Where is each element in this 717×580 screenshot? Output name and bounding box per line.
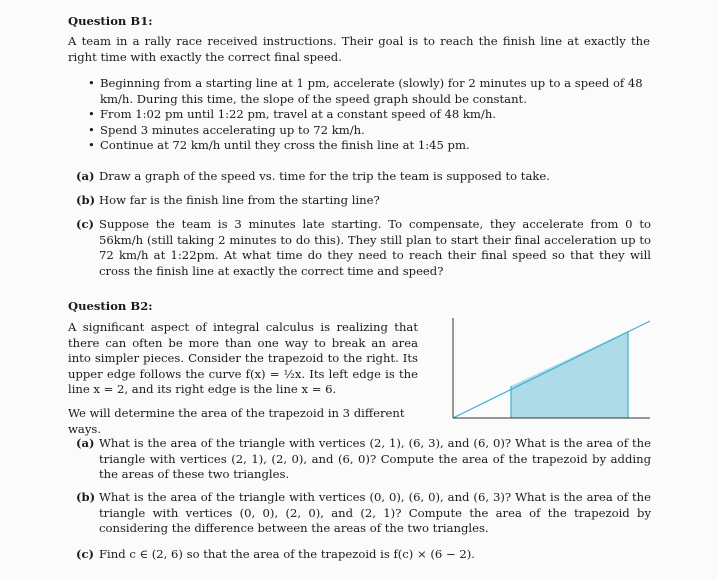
b2-method: We will determine the area of the trapezoid in 3 different ways. <box>68 406 405 436</box>
list-item: • Spend 3 minutes accelerating up to 72 km/h. <box>100 123 651 139</box>
b1-part-a <box>76 169 651 185</box>
part-text: What is the area of the triangle with vertices (0, 0), (6, 0), and (6, 3)? What is the area of the triangle with vertices (0, 0), (2, 0), and (2, 1)? Compute the area of the trapezoid by considering the difference between the areas of the two triangles. <box>99 490 651 536</box>
part-text: How far is the finish line from the starting line? <box>99 193 380 207</box>
b2-intro: A significant aspect of integral calculus is realizing that there can often be more than one way to break an area into simpler pieces. Consider the trapezoid to the right. Its upper edge follows the curve f(x) = ½x. Its left edge is the line x = 2, and its right edge is the line x = 6. <box>68 320 418 397</box>
trapezoid-area <box>511 331 628 418</box>
part-label: (c) <box>76 547 95 561</box>
part-label: (a) <box>76 436 95 450</box>
part-text: What is the area of the triangle with vertices (2, 1), (6, 3), and (6, 0)? What is the area of the triangle with vertices (2, 1), (2, 0), and (6, 0)? Compute the area of the trapezoid by adding the areas of these two triangles. <box>99 436 651 482</box>
part-label: (b) <box>76 193 96 207</box>
b2-title: Question B2: <box>68 299 153 313</box>
b1-intro: A team in a rally race received instructions. Their goal is to reach the finish line at exactly the right time with exactly the correct final speed. <box>68 34 650 64</box>
part-text: Suppose the team is 3 minutes late starting. To compensate, they accelerate from 0 to 56km/h (still taking 2 minutes to do this). They still plan to start their final acceleration up to 72 km/h at 1:22pm. At what time do they need to reach their final speed so that they will cross the finish line at exactly the correct time and speed? <box>99 217 651 278</box>
list-item: • Continue at 72 km/h until they cross the finish line at 1:45 pm. <box>100 138 651 154</box>
part-text: Draw a graph of the speed vs. time for the trip the team is supposed to take. <box>99 169 550 183</box>
part-label: (a) <box>76 169 95 183</box>
trapezoid-figure <box>440 310 655 425</box>
b2-part-c <box>76 547 651 563</box>
part-text: Find c ∈ (2, 6) so that the area of the trapezoid is f(c) × (6 − 2). <box>99 547 475 561</box>
list-item: • From 1:02 pm until 1:22 pm, travel at a constant speed of 48 km/h. <box>100 107 651 123</box>
part-label: (c) <box>76 217 95 231</box>
b1-title: Question B1: <box>68 14 153 28</box>
b2-part-a <box>76 436 651 483</box>
part-label: (b) <box>76 490 96 504</box>
b1-part-c <box>76 217 651 279</box>
list-item: • Beginning from a starting line at 1 pm, accelerate (slowly) for 2 minutes up to a speed of 48 km/h. During this time, the slope of the speed graph should be constant. <box>100 76 651 107</box>
b2-part-b <box>76 490 651 537</box>
b1-part-b <box>76 193 651 209</box>
b1-instructions-list <box>100 76 651 154</box>
